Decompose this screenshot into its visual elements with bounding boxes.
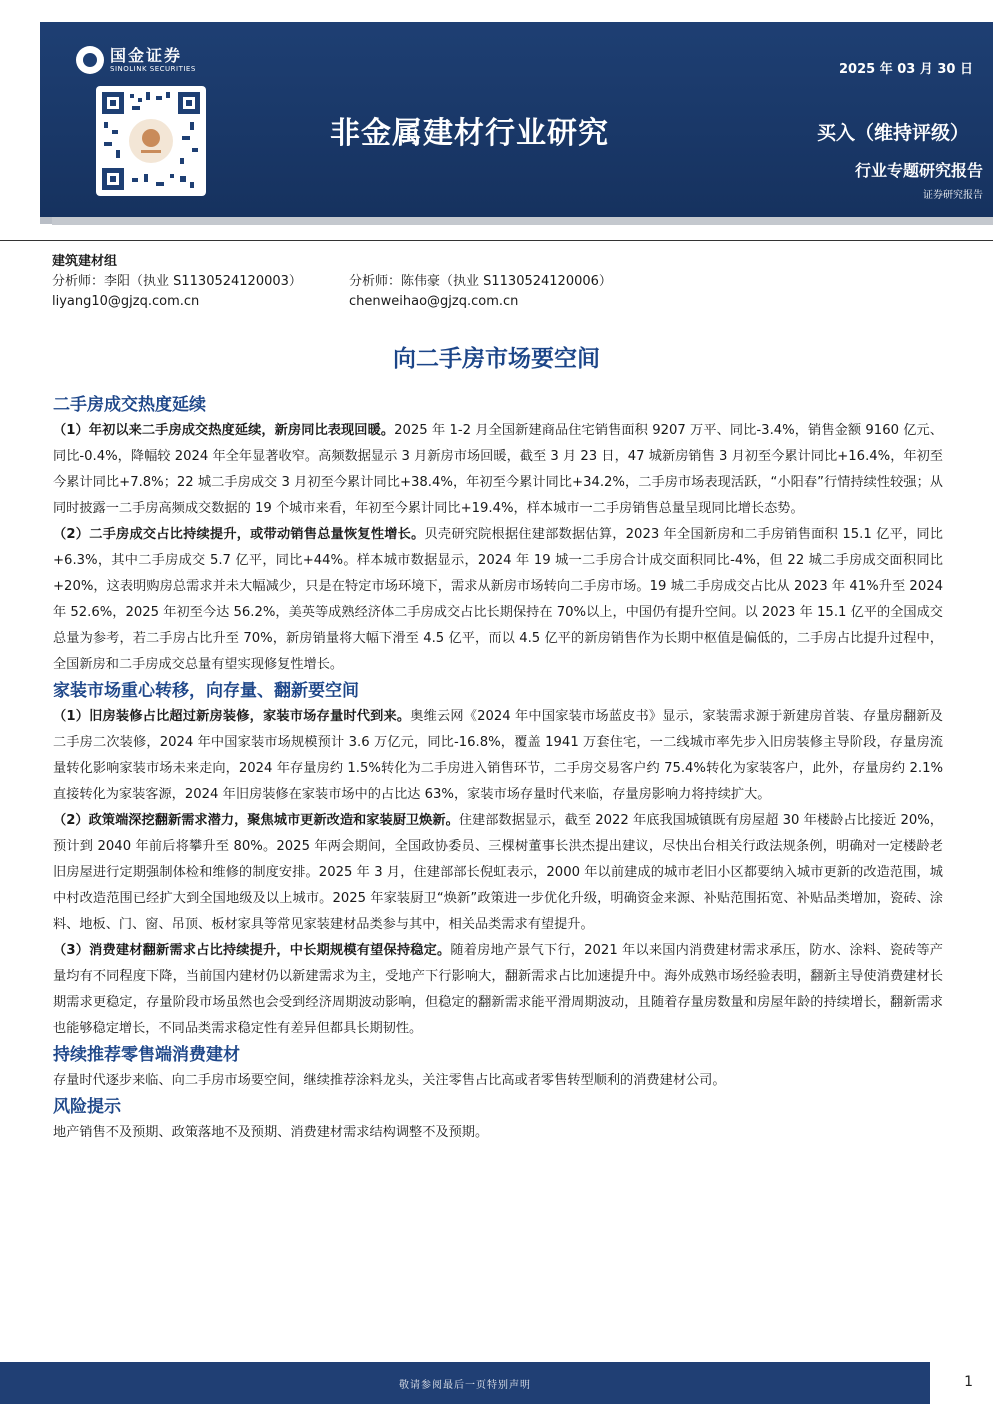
analyst-1-email[interactable]: liyang10@gjzq.com.cn: [52, 294, 200, 309]
paragraph-body: 存量时代逐步来临、向二手房市场要空间，继续推荐涂料龙头，关注零售占比高或者零售转型顺利的消费建材公司。: [53, 1073, 726, 1088]
section-heading: 二手房成交热度延续: [53, 395, 206, 415]
paragraph-lead: （1）年初以来二手房成交热度延续，新房同比表现回暖。: [53, 423, 395, 438]
header-divider: [0, 240, 993, 241]
page-number-box: [929, 1362, 993, 1404]
report-body: [53, 392, 943, 1146]
footer-disclaimer-note: 敬请参阅最后一页特别声明: [399, 1380, 531, 1391]
report-type: 行业专题研究报告: [854, 161, 983, 180]
analyst-2-name: 分析师：陈伟豪（执业 S1130524120006）: [349, 274, 612, 289]
section-heading: 风险提示: [53, 1097, 121, 1117]
document-title: 向二手房市场要空间: [393, 346, 600, 372]
paragraph: [53, 704, 943, 808]
section-heading: 持续推荐零售端消费建材: [53, 1045, 240, 1065]
paragraph-body: 2025 年 1-2 月全国新建商品住宅销售面积 9207 万平、同比-3.4%，销售金额 9160 亿元、同比-0.4%，降幅较 2024 年全年显著收窄。高频数据显示 3 月新房市场回暖，截至 3 月 23 日，47 城新房销售 3 月初至今累计同比+16.4%，年初至今累计同比+7.8%；22 城二手房成交 3 月初至今累计同比+38.4%，年初至今累计同比+34.2%，二手房市场表现活跃，“小阳春”行情持续性较强；从同时披露一二手房高频成交数据的 19 个城市来看，年初至今累计同比+19.4%，样本城市一二手房销售总量呈现同比增长态势。: [53, 423, 943, 516]
qr-code-icon: [96, 86, 206, 196]
paragraph: [53, 938, 943, 1042]
report-category: 证券研究报告: [923, 190, 983, 201]
paragraph: [53, 522, 943, 678]
paragraph: [53, 1068, 943, 1094]
report-date: 2025 年 03 月 30 日: [839, 62, 973, 77]
report-industry-title: 非金属建材行业研究: [330, 116, 609, 151]
paragraph-lead: （2）政策端深挖翻新需求潜力，聚焦城市更新改造和家装厨卫焕新。: [53, 813, 459, 828]
section-2: [53, 678, 943, 1042]
rating-badge: 买入（维持评级）: [816, 122, 969, 144]
analyst-2-email[interactable]: chenweihao@gjzq.com.cn: [349, 294, 519, 309]
paragraph: [53, 808, 943, 938]
paragraph-lead: （2）二手房成交占比持续提升，或带动销售总量恢复性增长。: [53, 527, 425, 542]
paragraph-lead: （3）消费建材翻新需求占比持续提升，中长期规模有望保持稳定。: [53, 943, 451, 958]
paragraph: [53, 1120, 943, 1146]
paragraph-body: 奥维云网《2024 年中国家装市场蓝皮书》显示，家装需求源于新建房首装、存量房翻新及二手房二次装修，2024 年中国家装市场规模预计 3.6 万亿元，同比-16.8%，覆盖 1941 万套住宅，一二线城市率先步入旧房装修主导阶段，存量房流量转化影响家装市场未来走向，2024 年存量房约 1.5%转化为二手房进入销售环节，二手房交易客户约 75.4%转化为家装客户，此外，存量房约 2.1%直接转化为家装客源，2024 年旧房装修在家装市场中的占比达 63%，家装市场存量时代来临，存量房影响力将持续扩大。: [53, 709, 943, 802]
brand-logo: [76, 46, 196, 74]
brand-name-cn: 国金证券: [110, 45, 183, 65]
paragraph-body: 贝壳研究院根据住建部数据估算，2023 年全国新房和二手房销售面积 15.1 亿平，同比+6.3%，其中二手房成交 5.7 亿平，同比+44%。样本城市数据显示，2024 年 19 城一二手房合计成交面积同比-4%，但 22 城二手房成交面积同比+20%，这表明购房总需求并未大幅减少，只是在特定市场环境下，需求从新房市场转向二手房市场。19 城二手房成交占比从 2023 年 41%升至 2024 年 52.6%，2025 年初至今达 56.2%，美英等成熟经济体二手房成交占比长期保持在 70%以上，中国仍有提升空间。以 2023 年 15.1 亿平的全国成交总量为参考，若二手房占比升至 70%，新房销量将大幅下滑至 4.5 亿平，而以 4.5 亿平的新房销售作为长期中枢值是偏低的，二手房占比提升过程中，全国新房和二手房成交总量有望实现修复性增长。: [53, 527, 943, 672]
banner-bottom-edge: [52, 217, 993, 225]
brand-name-en: SINOLINK SECURITIES: [110, 64, 196, 73]
section-4: [53, 1094, 943, 1146]
paragraph-body: 住建部数据显示，截至 2022 年底我国城镇既有房屋超 30 年楼龄占比接近 20%，预计到 2040 年前后将攀升至 80%。2025 年两会期间，全国政协委员、三棵树董事长洪杰提出建议，尽快出台相关行政法规条例，明确对一定楼龄老旧房屋进行定期强制体检和维修的制度安排。2025 年 3 月，住建部部长倪虹表示，2000 年以前建成的城市老旧小区都要纳入城市更新的改造范围，城中村改造范围已经扩大到全国地级及以上城市。2025 年家装厨卫“焕新”政策进一步优化升级，明确资金来源、补贴范围拓宽、补贴品类增加，瓷砖、涂料、地板、门、窗、吊顶、板材家具等常见家装建材品类参与其中，相关品类需求有望提升。: [53, 813, 943, 932]
analyst-info: [52, 252, 612, 312]
analyst-group: 建筑建材组: [52, 254, 118, 269]
analyst-1-name: 分析师：李阳（执业 S1130524120003）: [52, 274, 302, 289]
section-heading: 家装市场重心转移，向存量、翻新要空间: [53, 681, 359, 701]
section-3: [53, 1042, 943, 1094]
paragraph-lead: （1）旧房装修占比超过新房装修，家装市场存量时代到来。: [53, 709, 411, 724]
page-number: 1: [964, 1374, 973, 1390]
paragraph-body: 随着房地产景气下行，2021 年以来国内消费建材需求承压，防水、涂料、瓷砖等产量均有不同程度下降，当前国内建材仍以新建需求为主，受地产下行影响大，翻新需求占比加速提升中。海外成熟市场经验表明，翻新主导使消费建材长期需求更稳定，存量阶段市场虽然也会受到经济周期波动影响，但稳定的翻新需求能平滑周期波动，且随着存量房数量和房屋年龄的持续增长，翻新需求也能够稳定增长，不同品类需求稳定性有差异但都具长期韧性。: [53, 943, 943, 1036]
paragraph-body: 地产销售不及预期、政策落地不及预期、消费建材需求结构调整不及预期。: [53, 1125, 489, 1140]
logo-icon: [76, 46, 104, 74]
paragraph: [53, 418, 943, 522]
section-1: [53, 392, 943, 678]
